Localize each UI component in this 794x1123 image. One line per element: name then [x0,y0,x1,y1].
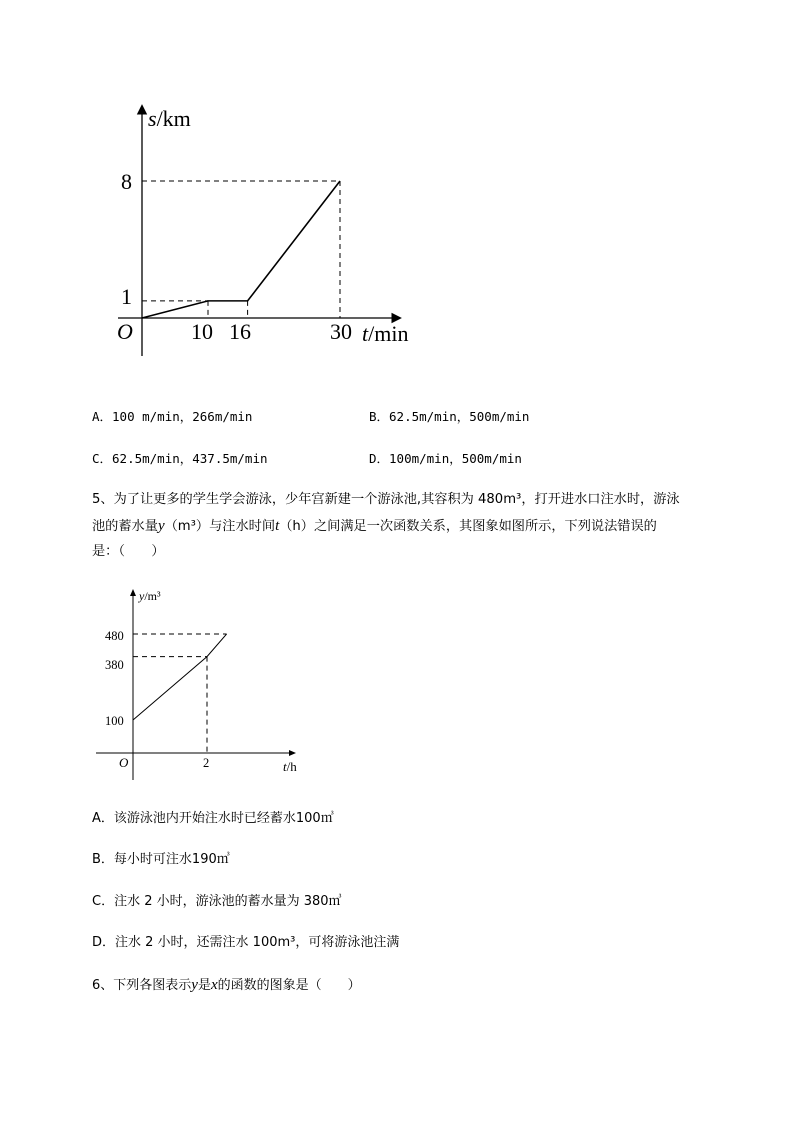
y-tick-480: 480 [105,629,124,643]
y-axis-label: s/km [148,106,191,131]
q5-var-t: t [275,518,280,534]
q4-option-a: A．100 m/min，266m/min [92,409,253,424]
q5-stem-line2 [92,517,657,536]
y-tick-100: 100 [105,714,124,728]
x-tick-2: 2 [203,756,210,770]
y-axis-label: y/m³ [139,589,161,603]
q5-text: （m³）与注水时间 [164,519,276,534]
q5-var-y: y [157,518,165,534]
x-tick-10: 10 [191,319,213,344]
q5-text: （h）之间满足一次函数关系，其图象如图所示，下列说法错误的 [279,519,657,534]
x-axis-label: t/min [362,321,409,346]
q5-stem-line3: 是：（ ） [92,544,165,559]
volume-series-line [133,634,227,720]
q5-option-c: C．注水 2 小时，游泳池的蓄水量为 380㎥ [92,894,342,909]
y-tick-8: 8 [121,169,132,194]
y-tick-1: 1 [121,284,132,309]
q6-text: 的函数的图象是（ ） [217,978,361,993]
q5-stem-line1: 5、为了让更多的学生学会游泳，少年宫新建一个游泳池,其容积为 480m³，打开进水口注水时，游泳 [92,492,680,507]
q4-option-b: B．62.5m/min，500m/min [369,409,530,424]
q5-option-b: B．每小时可注水190㎥ [92,852,230,867]
chart-volume-time [0,580,794,780]
q6-var-x: x [210,977,218,993]
q5-option-d: D．注水 2 小时，还需注水 100m³，可将游泳池注满 [92,935,400,950]
q6-text: 6、下列各图表示 [92,978,192,993]
origin-label: O [119,755,129,770]
x-tick-30: 30 [330,319,352,344]
chart-distance-time [0,0,794,380]
x-tick-16: 16 [229,319,251,344]
q6-text: 是 [197,978,211,993]
q5-text: 池的蓄水量 [92,519,158,534]
x-axis-label: t/h [283,759,297,774]
q4-option-c: C．62.5m/min，437.5m/min [92,451,268,466]
distance-series-line [142,181,340,318]
q4-option-d: D．100m/min，500m/min [369,451,522,466]
q6-stem [92,976,361,995]
q5-option-a: A．该游泳池内开始注水时已经蓄水100㎥ [92,811,334,826]
origin-label: O [117,319,133,344]
y-tick-380: 380 [105,658,124,672]
q6-var-y: y [191,977,198,993]
